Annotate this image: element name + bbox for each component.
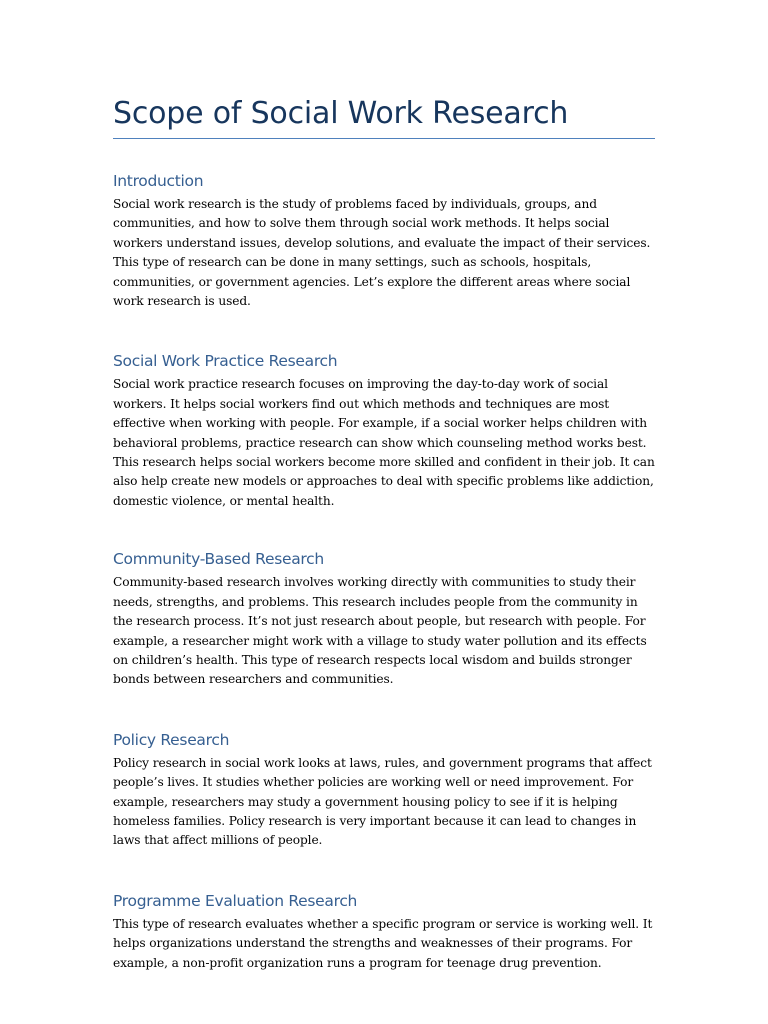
section-heading-introduction: Introduction [113, 172, 204, 190]
section-body-policy-research: Policy research in social work looks at laws, rules, and government programs that affect people’s lives. It studies whether policies are working well or need improvement. For example, researchers may study a government housing policy to see if it is helping homeless families. Policy research is very important because it can lead to changes in laws that affect millions of people. [113, 755, 652, 848]
section-heading-evaluation-research: Programme Evaluation Research [113, 891, 358, 910]
section-heading-practice-research: Social Work Practice Research [113, 352, 338, 371]
section-policy-research [113, 690, 658, 851]
document-page [113, 92, 658, 973]
section-body-introduction: Social work research is the study of problems faced by individuals, groups, and communities, and how to solve them through social work methods. It helps social workers understand issues, develop solutions, and evaluate the impact of their services. This type of research can be done in many settings, such as schools, hospitals, communities, or government agencies. Let’s explore the different areas where social work research is used. [113, 197, 651, 309]
section-body-community-research: Community-based research involves working directly with communities to study their needs, strengths, and problems. This research includes people from the community in the research process. It’s not just research about people, but research with people. For example, a researcher might work with a village to study water pollution and its effects on children’s health. This type of research respects local wisdom and builds stronger bonds between researchers and communities. [113, 575, 647, 687]
section-body-practice-research: Social work practice research focuses on improving the day-to-day work of social workers. It helps social workers find out which methods and techniques are most effective when working with people. For example, if a social worker helps children with behavioral problems, practice research can show which counseling method works best. This research helps social workers become more skilled and confident in their job. It can also help create new models or approaches to deal with specific problems like addiction, domestic violence, or mental health. [113, 377, 655, 508]
section-programme-evaluation-research [113, 851, 658, 973]
section-community-based-research [113, 511, 658, 689]
section-social-work-practice-research [113, 311, 658, 511]
section-introduction [113, 139, 658, 311]
section-heading-policy-research: Policy Research [113, 730, 230, 749]
section-heading-community-research: Community-Based Research [113, 550, 324, 569]
document-title: Scope of Social Work Research [113, 96, 569, 131]
section-body-evaluation-research: This type of research evaluates whether a specific program or service is working well. It helps organizations understand the strengths and weaknesses of their programs. For example, a non-profit organization runs a program for teenage drug prevention. [113, 916, 653, 970]
